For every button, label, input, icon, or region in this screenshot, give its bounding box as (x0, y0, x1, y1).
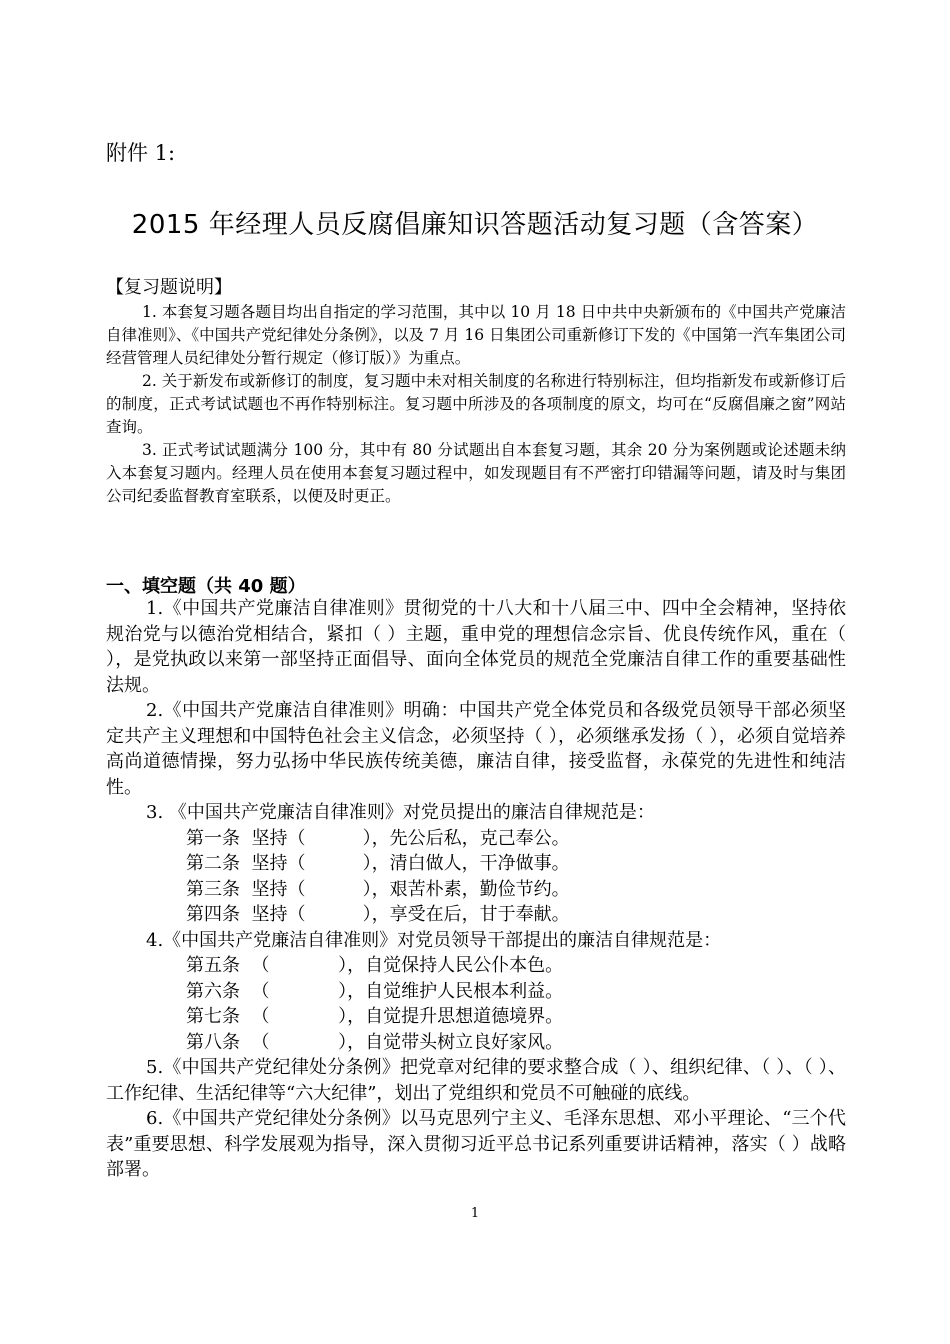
review-notes (106, 276, 846, 508)
question-4-article: 第七条 （ ），自觉提升思想道德境界。 (186, 1006, 564, 1027)
notes-paragraph: 3. 正式考试试题满分 100 分，其中有 80 分试题出自本套复习题，其余 20 分为案例题或论述题未纳入本套复习题内。经理人员在使用本套复习题过程中，如发现题目有不严密打印错漏等问题，请及时与集团公司纪委监督教育室联系，以便及时更正。 (106, 441, 846, 505)
notes-paragraph: 2. 关于新发布或新修订的制度，复习题中未对相关制度的名称进行特别标注，但均指新发布或新修订后的制度，正式考试试题也不再作特别标注。复习题中所涉及的各项制度的原文，均可在“反腐倡廉之窗”网站查询。 (106, 372, 846, 436)
section-title: 一、填空题（共 40 题） (106, 576, 306, 597)
question-5: 5.《中国共产党纪律处分条例》把党章对纪律的要求整合成（ ）、组织纪律、（ ）、（ ）、工作纪律、生活纪律等“六大纪律”，划出了党组织和党员不可触碰的底线。 (106, 1057, 846, 1104)
document-title: 2015 年经理人员反腐倡廉知识答题活动复习题（含答案） (131, 210, 819, 240)
question-4-article: 第五条 （ ），自觉保持人民公仆本色。 (186, 955, 564, 976)
question-list (106, 596, 846, 1183)
question-3-article: 第二条 坚持（ ），清白做人，干净做事。 (186, 853, 570, 874)
question-3: 3. 《中国共产党廉洁自律准则》对党员提出的廉洁自律规范是： (146, 802, 655, 823)
notes-heading: 【复习题说明】 (106, 277, 232, 298)
question-1: 1.《中国共产党廉洁自律准则》贯彻党的十八大和十八届三中、四中全会精神，坚持依规治党与以德治党相结合，紧扣（ ）主题，重申党的理想信念宗旨、优良传统作风，重在（ ），是党执政以来第一部坚持正面倡导、面向全体党员的规范全党廉洁自律工作的重要基础性法规。 (106, 598, 846, 696)
question-4-article: 第六条 （ ），自觉维护人民根本利益。 (186, 980, 564, 1002)
attachment-label: 附件 1: (106, 141, 176, 165)
question-3-article: 第四条 坚持（ ），享受在后，甘于奉献。 (186, 904, 570, 925)
notes-paragraph: 1. 本套复习题各题目均出自指定的学习范围，其中以 10 月 18 日中共中央新颁布的《中国共产党廉洁自律准则》、《中国共产党纪律处分条例》，以及 7 月 16 日集团公司重新修订下发的《中国第一汽车集团公司经营管理人员纪律处分暂行规定（修订版）》为重点。 (106, 303, 846, 367)
question-6: 6.《中国共产党纪律处分条例》以马克思列宁主义、毛泽东思想、邓小平理论、“三个代表”重要思想、科学发展观为指导，深入贯彻习近平总书记系列重要讲话精神，落实（ ）战略部署。 (106, 1108, 846, 1180)
page-number: 1 (470, 1206, 480, 1221)
question-3-article: 第一条 坚持（ ），先公后私，克己奉公。 (186, 827, 570, 849)
question-4: 4.《中国共产党廉洁自律准则》对党员领导干部提出的廉洁自律规范是： (146, 929, 722, 951)
question-4-article: 第八条 （ ），自觉带头树立良好家风。 (186, 1031, 564, 1053)
question-2: 2.《中国共产党廉洁自律准则》明确：中国共产党全体党员和各级党员领导干部必须坚定共产主义理想和中国特色社会主义信念，必须坚持（ ），必须继承发扬（ ），必须自觉培养高尚道德情操，努力弘扬中华民族传统美德，廉洁自律，接受监督，永葆党的先进性和纯洁性。 (106, 700, 846, 798)
question-3-article: 第三条 坚持（ ），艰苦朴素，勤俭节约。 (186, 878, 570, 900)
